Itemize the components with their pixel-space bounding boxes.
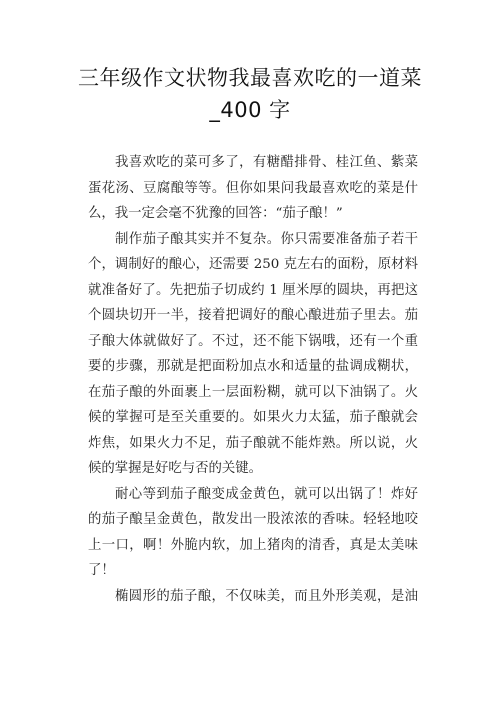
text-line: 椭圆形的茄子酿，不仅味美，而且外形美观，是油 — [115, 588, 418, 604]
paragraph-2 — [88, 227, 418, 482]
text-line: 子酿大体就做好了。不过，还不能下锅哦，还有一个重 — [88, 333, 418, 349]
text-line: 炸焦，如果火力不足，茄子酿就不能炸熟。所以说，火 — [88, 435, 418, 451]
text-line: 的茄子酿呈金黄色，散发出一股浓浓的香味。轻轻地咬 — [88, 512, 418, 527]
text-line: 我喜欢吃的菜可多了，有糖醋排骨、桂江鱼、紫菜 — [115, 155, 418, 170]
text-line: 耐心等到茄子酿变成金黄色，就可以出锅了！炸好 — [115, 486, 418, 502]
text-line: 就准备好了。先把茄子切成约 1 厘米厚的圆块，再把这 — [88, 282, 418, 298]
text-line: 制作茄子酿其实并不复杂。你只需要准备茄子若干 — [115, 231, 418, 247]
text-line: 个圆块切开一半，接着把调好的酿心酿进茄子里去。茄 — [88, 308, 418, 323]
text-line: 上一口，啊！外脆内软，加上猪肉的清香，真是太美味 — [88, 537, 418, 553]
paragraph-3 — [88, 482, 418, 584]
text-line: 在茄子酿的外面裹上一层面粉糊，就可以下油锅了。火 — [88, 384, 418, 400]
paragraph-1 — [88, 150, 418, 227]
paragraph-4 — [88, 584, 418, 610]
document-body — [88, 150, 418, 609]
title-line-2: _400 字 — [209, 98, 291, 122]
text-line: 个，调制好的酿心，还需要 250 克左右的面粉，原材料 — [88, 257, 418, 272]
text-line: 候的掌握是好吃与否的关键。 — [88, 461, 263, 476]
text-line: 蛋花汤、豆腐酿等等。但你如果问我最喜欢吃的菜是什 — [88, 180, 418, 196]
title-line-1: 三年级作文状物我最喜欢吃的一道菜 — [78, 66, 422, 90]
text-line: 么，我一定会毫不犹豫的回答：“茄子酿！” — [88, 206, 343, 221]
text-line: 候的掌握可是至关重要的。如果火力太猛，茄子酿就会 — [88, 410, 418, 425]
document-title — [60, 62, 440, 126]
text-line: 了！ — [88, 563, 115, 578]
text-line: 要的步骤，那就是把面粉加点水和适量的盐调成糊状， — [88, 359, 418, 374]
